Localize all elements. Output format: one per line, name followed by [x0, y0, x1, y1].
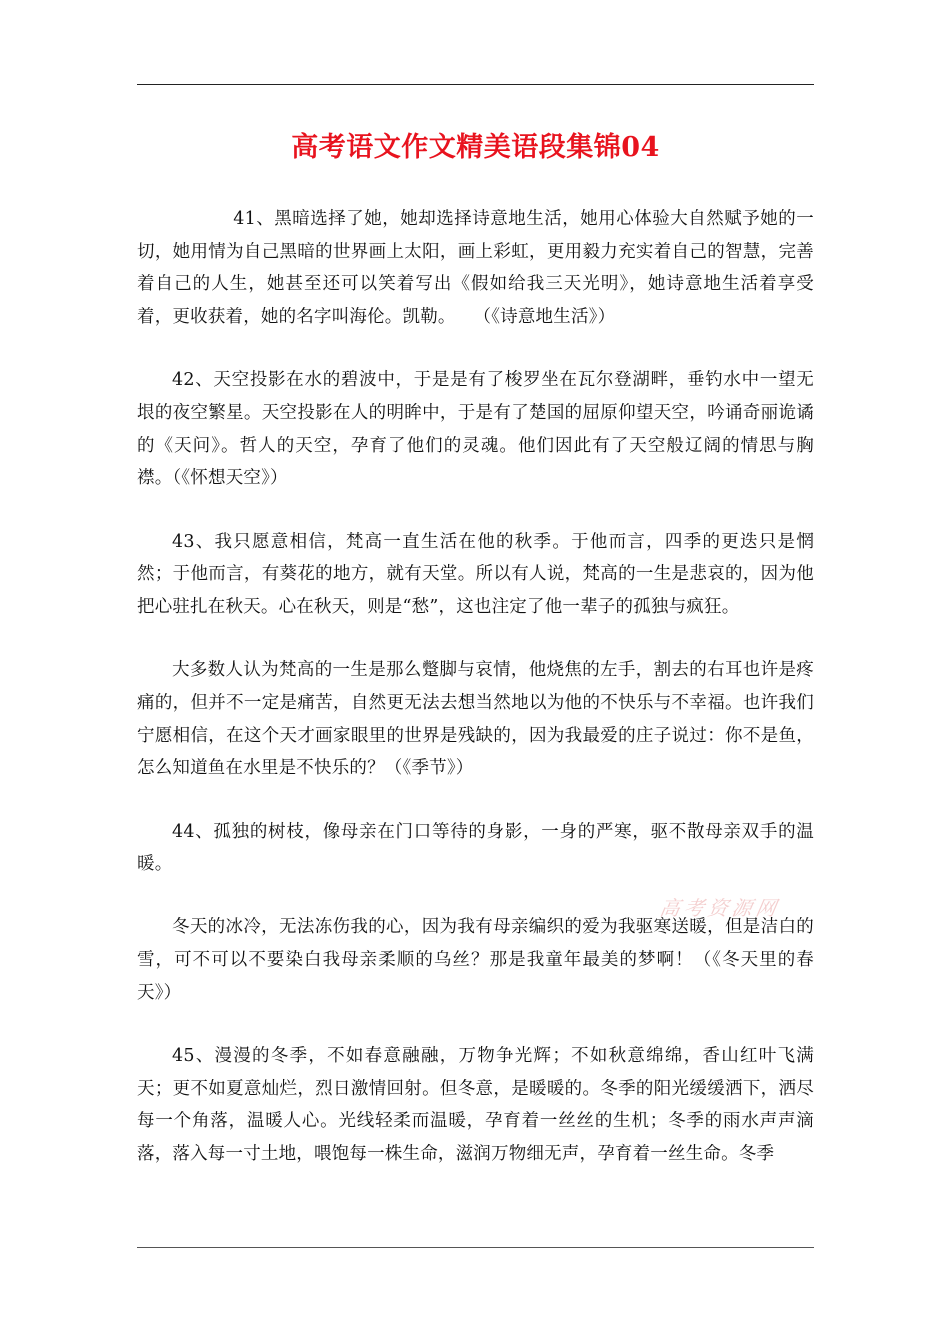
paragraph-42: 42、天空投影在水的碧波中，于是是有了梭罗坐在瓦尔登湖畔，垂钓水中一望无垠的夜空繁星。天空投影在人的明眸中，于是有了楚国的屈原仰望天空，吟诵奇丽诡谲的《天问》。哲人的天空，孕育了他们的灵魂。他们因此有了天空般辽阔的情思与胸襟。（《怀想天空》） — [137, 370, 814, 489]
paragraph-44: 44、孤独的树枝，像母亲在门口等待的身影，一身的严寒，驱不散母亲双手的温暖。 — [137, 821, 814, 875]
document-body — [137, 203, 814, 1201]
paragraph-41: 41、黑暗选择了她，她却选择诗意地生活，她用心体验大自然赋予她的一切，她用情为自己黑暗的世界画上太阳，画上彩虹，更用毅力充实着自己的智慧，完善着自己的人生，她甚至还可以笑着写出《假如给我三天光明》，她诗意地生活着享受着，更收获着，她的名字叫海伦。凯勒。 （《诗意地生活》） — [137, 209, 814, 328]
paragraph-45: 45、漫漫的冬季，不如春意融融，万物争光辉；不如秋意绵绵，香山红叶飞满天；更不如夏意灿烂，烈日激情回射。但冬意，是暖暖的。冬季的阳光缓缓洒下，洒尽每一个角落，温暖人心。光线轻柔而温暖，孕育着一丝丝的生机；冬季的雨水声声滴落，落入每一寸土地，喂饱每一株生命，滋润万物细无声，孕育着一丝生命。冬季 — [137, 1046, 814, 1165]
footer-rule — [137, 1247, 814, 1248]
paragraph-44-continued: 冬天的冰冷，无法冻伤我的心，因为我有母亲编织的爱为我驱寒送暖，但是洁白的雪，可不可以不要染白我母亲柔顺的乌丝？那是我童年最美的梦啊！（《冬天里的春天》） — [137, 917, 814, 1003]
paragraph-43: 43、我只愿意相信，梵高一直生活在他的秋季。于他而言，四季的更迭只是惘然；于他而言，有葵花的地方，就有天堂。所以有人说，梵高的一生是悲哀的，因为他把心驻扎在秋天。心在秋天，则是“愁”，这也注定了他一辈子的孤独与疯狂。 — [137, 531, 814, 618]
page-title: 高考语文作文精美语段集锦04 — [291, 132, 660, 163]
paragraph-43-continued: 大多数人认为梵高的一生是那么蹩脚与哀情，他烧焦的左手，割去的右耳也许是疼痛的，但并不一定是痛苦，自然更无法去想当然地以为他的不快乐与不幸福。也许我们宁愿相信，在这个天才画家眼里的世界是残缺的，因为我最爱的庄子说过：你不是鱼，怎么知道鱼在水里是不快乐的？（《季节》） — [137, 660, 814, 779]
watermark-logo: 高考资源网 — [657, 896, 783, 920]
header-rule — [137, 84, 814, 85]
